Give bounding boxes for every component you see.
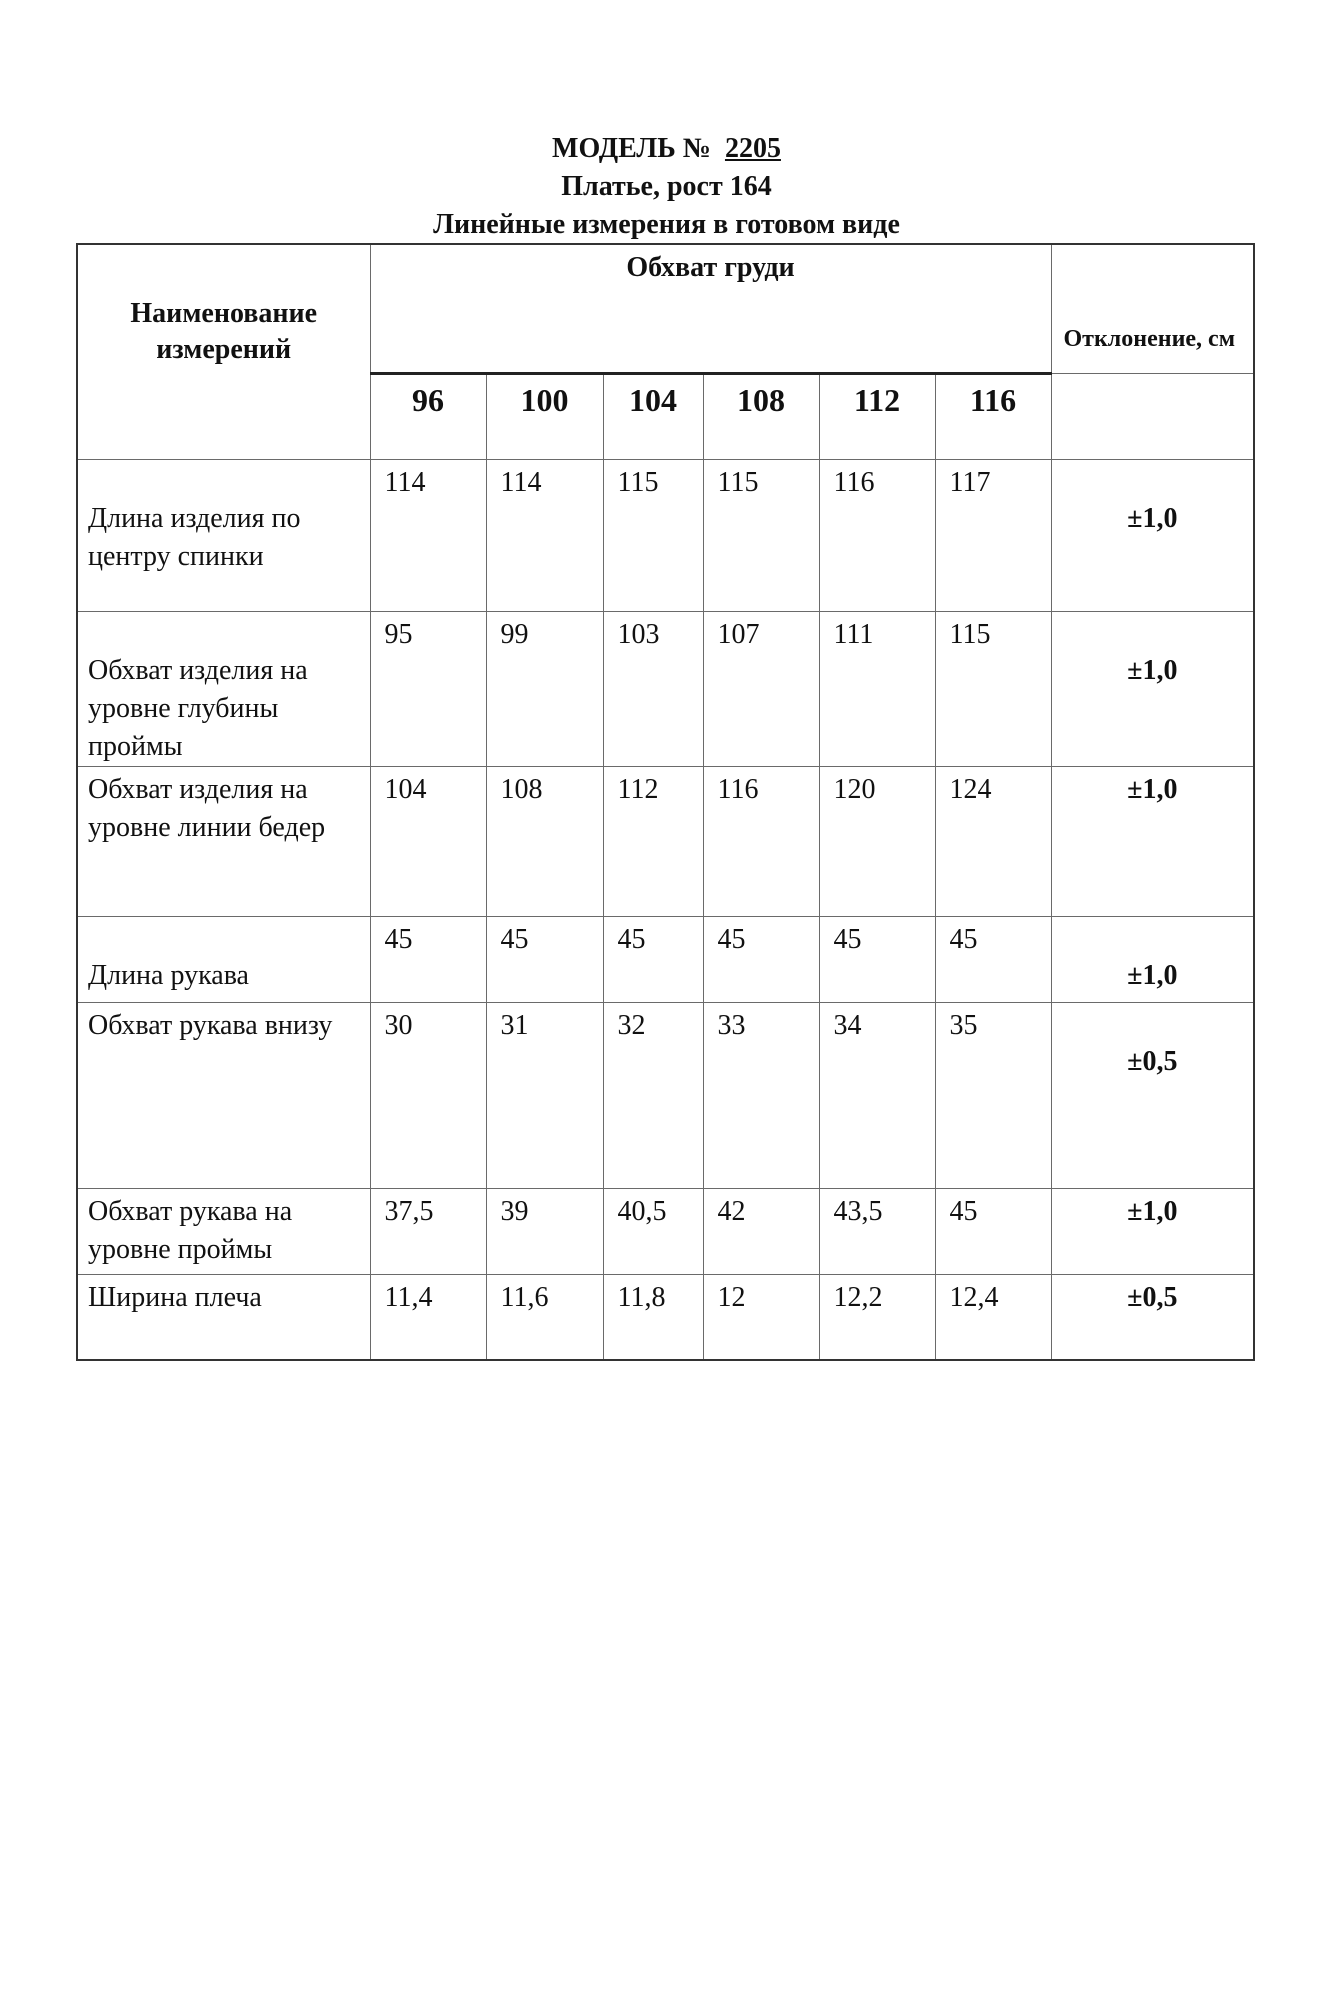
table-caption: Линейные измерения в готовом виде: [433, 209, 900, 240]
value-cell: 35: [935, 1002, 1051, 1188]
table-row: [77, 1188, 1254, 1274]
value-cell: 116: [819, 459, 935, 611]
table-row: [77, 1274, 1254, 1360]
value-cell: 39: [486, 1188, 603, 1274]
value-cell: 45: [603, 916, 703, 1002]
product-subtitle: Платье, рост 164: [561, 171, 772, 202]
deviation-cell: ±1,0: [1051, 916, 1254, 1002]
value-cell: 45: [935, 916, 1051, 1002]
size-cell: 100: [486, 373, 603, 459]
size-cell: 116: [935, 373, 1051, 459]
value-cell: 115: [603, 459, 703, 611]
value-cell: 114: [486, 459, 603, 611]
value-cell: 11,8: [603, 1274, 703, 1360]
model-label: МОДЕЛЬ №: [552, 133, 711, 164]
name-header: Наименование измерений: [77, 244, 370, 459]
value-cell: 11,6: [486, 1274, 603, 1360]
table-row: [77, 916, 1254, 1002]
value-cell: 33: [703, 1002, 819, 1188]
bust-group-header: Обхват груди: [370, 244, 1051, 373]
value-cell: 114: [370, 459, 486, 611]
value-cell: 40,5: [603, 1188, 703, 1274]
value-cell: 111: [819, 611, 935, 766]
deviation-header: Отклонение, см: [1051, 244, 1254, 373]
measurement-name: Обхват изделия на уровне линии бедер: [77, 766, 370, 916]
deviation-blank: [1051, 373, 1254, 459]
value-cell: 95: [370, 611, 486, 766]
value-cell: 103: [603, 611, 703, 766]
value-cell: 12,2: [819, 1274, 935, 1360]
table-row: [77, 611, 1254, 766]
value-cell: 99: [486, 611, 603, 766]
value-cell: 104: [370, 766, 486, 916]
header-row: [77, 244, 1254, 373]
value-cell: 12: [703, 1274, 819, 1360]
table-row: [77, 459, 1254, 611]
model-number: 2205: [724, 133, 781, 164]
measurement-name: Обхват рукава на уровне проймы: [77, 1188, 370, 1274]
value-cell: 45: [703, 916, 819, 1002]
value-cell: 32: [603, 1002, 703, 1188]
measurement-name: Длина изделия по центру спинки: [77, 459, 370, 611]
deviation-cell: ±0,5: [1051, 1274, 1254, 1360]
measurement-name: Длина рукава: [77, 916, 370, 1002]
value-cell: 112: [603, 766, 703, 916]
value-cell: 43,5: [819, 1188, 935, 1274]
table-row: [77, 1002, 1254, 1188]
measurement-name: Обхват рукава внизу: [77, 1002, 370, 1188]
value-cell: 11,4: [370, 1274, 486, 1360]
value-cell: 37,5: [370, 1188, 486, 1274]
deviation-cell: ±1,0: [1051, 459, 1254, 611]
value-cell: 120: [819, 766, 935, 916]
size-cell: 96: [370, 373, 486, 459]
value-cell: 115: [935, 611, 1051, 766]
measurement-name: Обхват изделия на уровне глубины проймы: [77, 611, 370, 766]
value-cell: 115: [703, 459, 819, 611]
value-cell: 30: [370, 1002, 486, 1188]
value-cell: 107: [703, 611, 819, 766]
deviation-cell: ±1,0: [1051, 766, 1254, 916]
value-cell: 116: [703, 766, 819, 916]
deviation-cell: ±1,0: [1051, 611, 1254, 766]
value-cell: 45: [370, 916, 486, 1002]
deviation-cell: ±0,5: [1051, 1002, 1254, 1188]
value-cell: 45: [935, 1188, 1051, 1274]
model-title: [0, 132, 1333, 166]
deviation-cell: ±1,0: [1051, 1188, 1254, 1274]
value-cell: 42: [703, 1188, 819, 1274]
size-cell: 112: [819, 373, 935, 459]
value-cell: 117: [935, 459, 1051, 611]
value-cell: 12,4: [935, 1274, 1051, 1360]
size-cell: 104: [603, 373, 703, 459]
measurement-name: Ширина плеча: [77, 1274, 370, 1360]
value-cell: 124: [935, 766, 1051, 916]
measurements-table: [76, 243, 1255, 1361]
value-cell: 34: [819, 1002, 935, 1188]
table-row: [77, 766, 1254, 916]
value-cell: 108: [486, 766, 603, 916]
value-cell: 31: [486, 1002, 603, 1188]
value-cell: 45: [486, 916, 603, 1002]
size-cell: 108: [703, 373, 819, 459]
value-cell: 45: [819, 916, 935, 1002]
